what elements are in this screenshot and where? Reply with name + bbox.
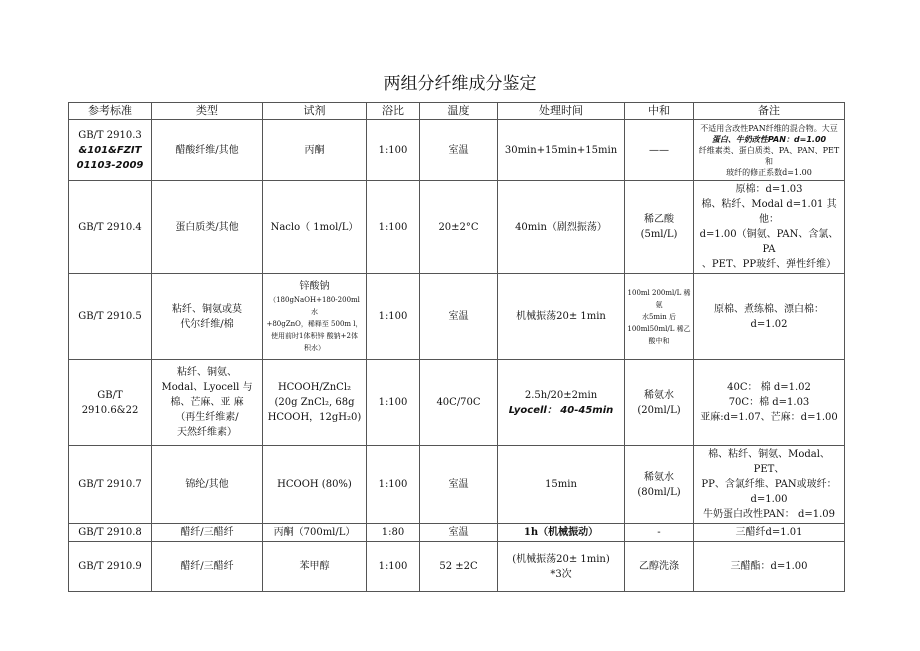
note-cell	[694, 181, 845, 274]
header-cell: 参考标准	[69, 103, 152, 120]
cell-line: (80ml/L)	[637, 486, 681, 498]
cell-line: 稀氨水	[644, 389, 674, 401]
type-cell	[152, 120, 263, 181]
standard-cell	[69, 120, 152, 181]
standard-cell	[69, 181, 152, 274]
type-cell	[152, 542, 263, 592]
cell-line: (机械振荡20± 1min)	[512, 553, 610, 565]
ratio-cell: 1:100	[367, 360, 420, 446]
cell-line: 、PET、PP玻纤、弹性纤维）	[701, 259, 837, 270]
cell-line: GB/T 2910.7	[78, 479, 142, 490]
table-row	[69, 542, 845, 592]
cell-line: 原棉、煮练棉、漂白棉：d=1.02	[714, 303, 824, 330]
cell-line: 蛋白质类/其他	[175, 221, 239, 233]
cell-line: 不适用含改性PAN纤维的混合物。大豆	[700, 123, 838, 133]
cell-line: 丙酮	[304, 144, 325, 156]
temp-cell: 室温	[420, 274, 498, 360]
cell-line: 苯甲醇	[299, 561, 330, 572]
cell-line: GB/T 2910.8	[78, 527, 142, 538]
cell-line: 100ml 200ml/L 稀氨	[627, 288, 691, 309]
cell-line: 酸中和	[648, 336, 670, 345]
neutralize-cell	[625, 274, 694, 360]
cell-line: 纤维素类、蛋白质类、PA、PAN、PET 和	[698, 145, 840, 166]
type-cell	[152, 181, 263, 274]
type-cell	[152, 524, 263, 542]
ratio-cell: 1:100	[367, 446, 420, 524]
time-cell	[498, 120, 625, 181]
cell-line: （180gNaOH+180-200ml 水	[269, 296, 360, 316]
cell-line: (20ml/L)	[637, 404, 681, 416]
cell-line: 醋纤/三醋纤	[180, 561, 234, 572]
temp-cell: 52 ±2C	[420, 542, 498, 592]
cell-line: Modal、Lyocell 与	[161, 382, 253, 393]
note-cell	[694, 524, 845, 542]
cell-line: 亚麻:d=1.07、芒麻：d=1.00	[700, 412, 838, 423]
header-cell: 试剂	[263, 103, 367, 120]
cell-line: 15min	[545, 479, 577, 490]
reagent-cell	[263, 542, 367, 592]
header-row	[69, 103, 845, 120]
cell-line: &101&FZIT	[78, 144, 142, 156]
cell-line: 棉、芒麻、亚 麻	[170, 397, 244, 408]
cell-line: 锦纶/其他	[185, 479, 229, 490]
cell-line: 粘纤、铜氨、	[177, 367, 237, 378]
cell-line: 蛋白、牛奶改性PAN：d=1.00	[711, 134, 827, 144]
cell-line: Lyocell： 40-45min	[508, 404, 614, 416]
cell-line: 积水）	[304, 344, 325, 352]
cell-line: 三醋纤d=1.01	[735, 527, 803, 538]
header-cell: 浴比	[367, 103, 420, 120]
cell-line: ——	[649, 144, 669, 156]
cell-line: 水5min 后	[641, 312, 677, 321]
ratio-cell: 1:100	[367, 274, 420, 360]
cell-line: 40min（剧烈振荡）	[515, 221, 607, 233]
ratio-cell: 1:100	[367, 181, 420, 274]
cell-line: 代尔纤维/棉	[180, 318, 234, 330]
cell-line: 01103-2009	[76, 159, 144, 171]
standard-cell	[69, 274, 152, 360]
reagent-cell	[263, 181, 367, 274]
time-cell	[498, 274, 625, 360]
standard-cell	[69, 360, 152, 446]
reagent-cell	[263, 446, 367, 524]
ratio-cell: 1:80	[367, 524, 420, 542]
cell-line: *3次	[550, 568, 572, 580]
reagent-cell	[263, 524, 367, 542]
cell-line: 1h（机械振动）	[523, 527, 599, 538]
standard-cell	[69, 446, 152, 524]
cell-line: GB/T 2910.4	[78, 221, 142, 233]
cell-line: 牛奶蛋白改性PAN： d=1.09	[702, 509, 835, 520]
cell-line: -	[657, 527, 661, 538]
cell-line: 30min+15min+15min	[504, 144, 618, 156]
reagent-cell	[263, 360, 367, 446]
temp-cell: 20±2°C	[420, 181, 498, 274]
table-row	[69, 181, 845, 274]
time-cell	[498, 446, 625, 524]
reagent-cell	[263, 274, 367, 360]
cell-line: 三醋酯：d=1.00	[730, 561, 808, 572]
time-cell	[498, 542, 625, 592]
cell-line: Naclo（ 1mol/L）	[270, 221, 359, 233]
cell-line: 粘纤、铜氨或莫	[172, 303, 242, 315]
table-row	[69, 446, 845, 524]
table-row	[69, 524, 845, 542]
ratio-cell: 1:100	[367, 120, 420, 181]
cell-line: 2.5h/20±2min	[524, 389, 598, 401]
time-cell	[498, 524, 625, 542]
neutralize-cell	[625, 120, 694, 181]
cell-line: 原棉：d=1.03	[735, 184, 803, 195]
type-cell	[152, 274, 263, 360]
cell-line: 稀乙酸	[644, 214, 674, 225]
cell-line: 棉、粘纤、铜氨、Modal、PET、	[708, 449, 830, 475]
time-cell	[498, 360, 625, 446]
cell-line: GB/T 2910.3	[78, 129, 142, 141]
header-cell: 温度	[420, 103, 498, 120]
time-cell	[498, 181, 625, 274]
table-row	[69, 120, 845, 181]
neutralize-cell	[625, 181, 694, 274]
table-row	[69, 360, 845, 446]
cell-line: 天然纤维素）	[177, 427, 237, 438]
page-title: 两组分纤维成分鉴定	[383, 74, 537, 94]
cell-line: 玻纤的修正系数d=1.00	[726, 167, 812, 177]
cell-line: 使用前时1体积锌 酸钠+2体	[271, 332, 358, 340]
cell-line: （再生纤维素/	[175, 412, 239, 423]
neutralize-cell	[625, 542, 694, 592]
cell-line: HCOOH/ZnCl₂	[277, 382, 352, 393]
standard-cell	[69, 524, 152, 542]
type-cell	[152, 360, 263, 446]
standard-cell	[69, 542, 152, 592]
temp-cell: 40C/70C	[420, 360, 498, 446]
cell-line: 100ml50ml/L 稀乙	[627, 324, 691, 333]
table-row	[69, 274, 845, 360]
neutralize-cell	[625, 524, 694, 542]
temp-cell: 室温	[420, 446, 498, 524]
note-cell	[694, 120, 845, 181]
cell-line: GB/T	[97, 389, 123, 401]
header-cell: 处理时间	[498, 103, 625, 120]
note-cell	[694, 360, 845, 446]
cell-line: 丙酮（700ml/L）	[273, 527, 356, 538]
neutralize-cell	[625, 446, 694, 524]
cell-line: (20g ZnCl₂, 68g	[274, 397, 355, 408]
cell-line: +80gZnO，稀释至 500m l，	[266, 320, 363, 328]
cell-line: 40C： 棉 d=1.02	[727, 382, 811, 393]
note-cell	[694, 274, 845, 360]
cell-line: 棉、粘纤、Modal d=1.01 其他：	[701, 199, 837, 225]
header-cell: 备注	[694, 103, 845, 120]
cell-line: 机械振荡20± 1min	[516, 311, 606, 322]
cell-line: 乙醇洗涤	[639, 561, 679, 572]
note-cell	[694, 542, 845, 592]
temp-cell: 室温	[420, 524, 498, 542]
cell-line: 稀氨水	[644, 471, 674, 483]
cell-line: PP、含氯纤维、PAN或玻纤：d=1.00	[701, 479, 837, 505]
cell-line: 2910.6&22	[81, 404, 139, 416]
fiber-identification-table	[68, 102, 845, 592]
cell-line: GB/T 2910.9	[78, 561, 142, 572]
header-cell: 类型	[152, 103, 263, 120]
header-cell: 中和	[625, 103, 694, 120]
neutralize-cell	[625, 360, 694, 446]
cell-line: d=1.00（铜氨、PAN、含氯、 PA	[699, 229, 839, 255]
cell-line: 锌酸钠	[299, 281, 330, 292]
note-cell	[694, 446, 845, 524]
cell-line: 70C：棉 d=1.03	[728, 397, 810, 408]
cell-line: 醋纤/三醋纤	[180, 527, 234, 538]
temp-cell: 室温	[420, 120, 498, 181]
ratio-cell: 1:100	[367, 542, 420, 592]
cell-line: GB/T 2910.5	[78, 311, 142, 322]
reagent-cell	[263, 120, 367, 181]
cell-line: 醋酸纤维/其他	[175, 144, 239, 156]
cell-line: (5ml/L)	[640, 229, 678, 240]
type-cell	[152, 446, 263, 524]
cell-line: HCOOH (80%)	[277, 479, 352, 490]
cell-line: HCOOH，12gH₂0)	[267, 412, 362, 423]
